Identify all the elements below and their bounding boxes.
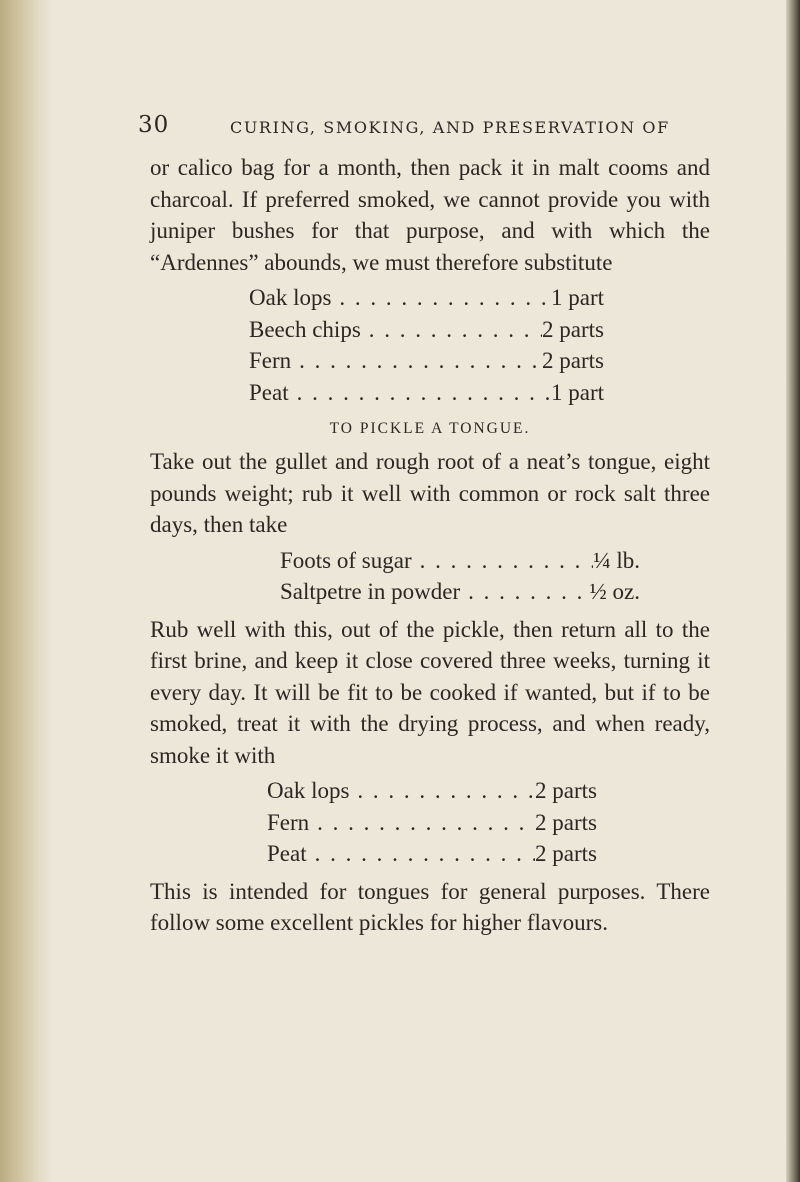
intro-paragraph: or calico bag for a month, then pack it in malt cooms and charcoal. If preferred smoked, we cannot provide you with juniper bushes for that purpose, and with which the “Ardennes” abounds, we must therefore substitute	[150, 155, 710, 275]
pickle-ingredients-list	[280, 545, 640, 608]
list-item	[280, 545, 640, 577]
item-quantity: ¼ lb.	[593, 547, 640, 573]
page-content	[138, 112, 710, 939]
page-edge-right	[786, 0, 800, 1182]
page-header	[138, 112, 710, 152]
item-quantity: 2 parts	[542, 348, 604, 373]
list-item	[267, 838, 597, 870]
section-heading: TO PICKLE A TONGUE.	[329, 420, 531, 437]
item-name: Oak lops	[249, 285, 332, 310]
item-name: Peat	[249, 379, 289, 405]
list-item	[249, 345, 604, 377]
closing-paragraph: This is intended for tongues for general purposes. There follow some excellent pickles for higher flavours.	[150, 878, 710, 935]
item-quantity: 2 parts	[535, 841, 597, 866]
list-item	[249, 377, 604, 409]
smoking-mix-list-2	[267, 775, 597, 870]
dot-leader	[289, 377, 551, 409]
list-item	[267, 807, 597, 839]
item-quantity: ½ oz.	[589, 579, 640, 604]
item-quantity: 1 part	[550, 379, 604, 405]
item-quantity: 2 parts	[535, 809, 597, 835]
item-name: Beech chips	[249, 316, 361, 342]
pickle-instructions-paragraph: Rub well with this, out of the pickle, then return all to the first brine, and keep it close covered three weeks, turning it every day. It will be fit to be cooked if wanted, but if to be smoked, treat it with the drying process, and when ready, smoke it with	[150, 616, 710, 768]
item-name: Foots of sugar	[280, 547, 412, 573]
dot-leader	[412, 545, 594, 577]
item-name: Fern	[249, 348, 292, 373]
list-item	[280, 576, 640, 608]
item-quantity: 2 parts	[535, 778, 597, 803]
list-item	[249, 314, 604, 346]
item-name: Saltpetre in powder	[280, 579, 461, 604]
page-edge-left	[0, 0, 52, 1182]
page-number: 30	[138, 112, 170, 138]
tongue-method-paragraph: Take out the gullet and rough root of a neat’s tongue, eight pounds weight; rub it well with common or rock salt three days, then take	[150, 449, 710, 537]
item-quantity: 1 part	[550, 285, 604, 310]
item-name: Fern	[267, 809, 310, 835]
dot-leader	[331, 282, 551, 314]
dot-leader	[309, 807, 535, 839]
item-name: Peat	[267, 841, 307, 866]
dot-leader	[291, 345, 542, 377]
item-name: Oak lops	[267, 778, 350, 803]
list-item	[249, 282, 604, 314]
dot-leader	[349, 775, 535, 807]
dot-leader	[307, 838, 535, 870]
dot-leader	[361, 314, 542, 346]
dot-leader	[460, 576, 589, 608]
list-item	[267, 775, 597, 807]
running-title: CURING, SMOKING, AND PRESERVATION OF	[230, 118, 670, 137]
item-quantity: 2 parts	[542, 316, 604, 342]
smoking-mix-list-1	[249, 282, 604, 408]
